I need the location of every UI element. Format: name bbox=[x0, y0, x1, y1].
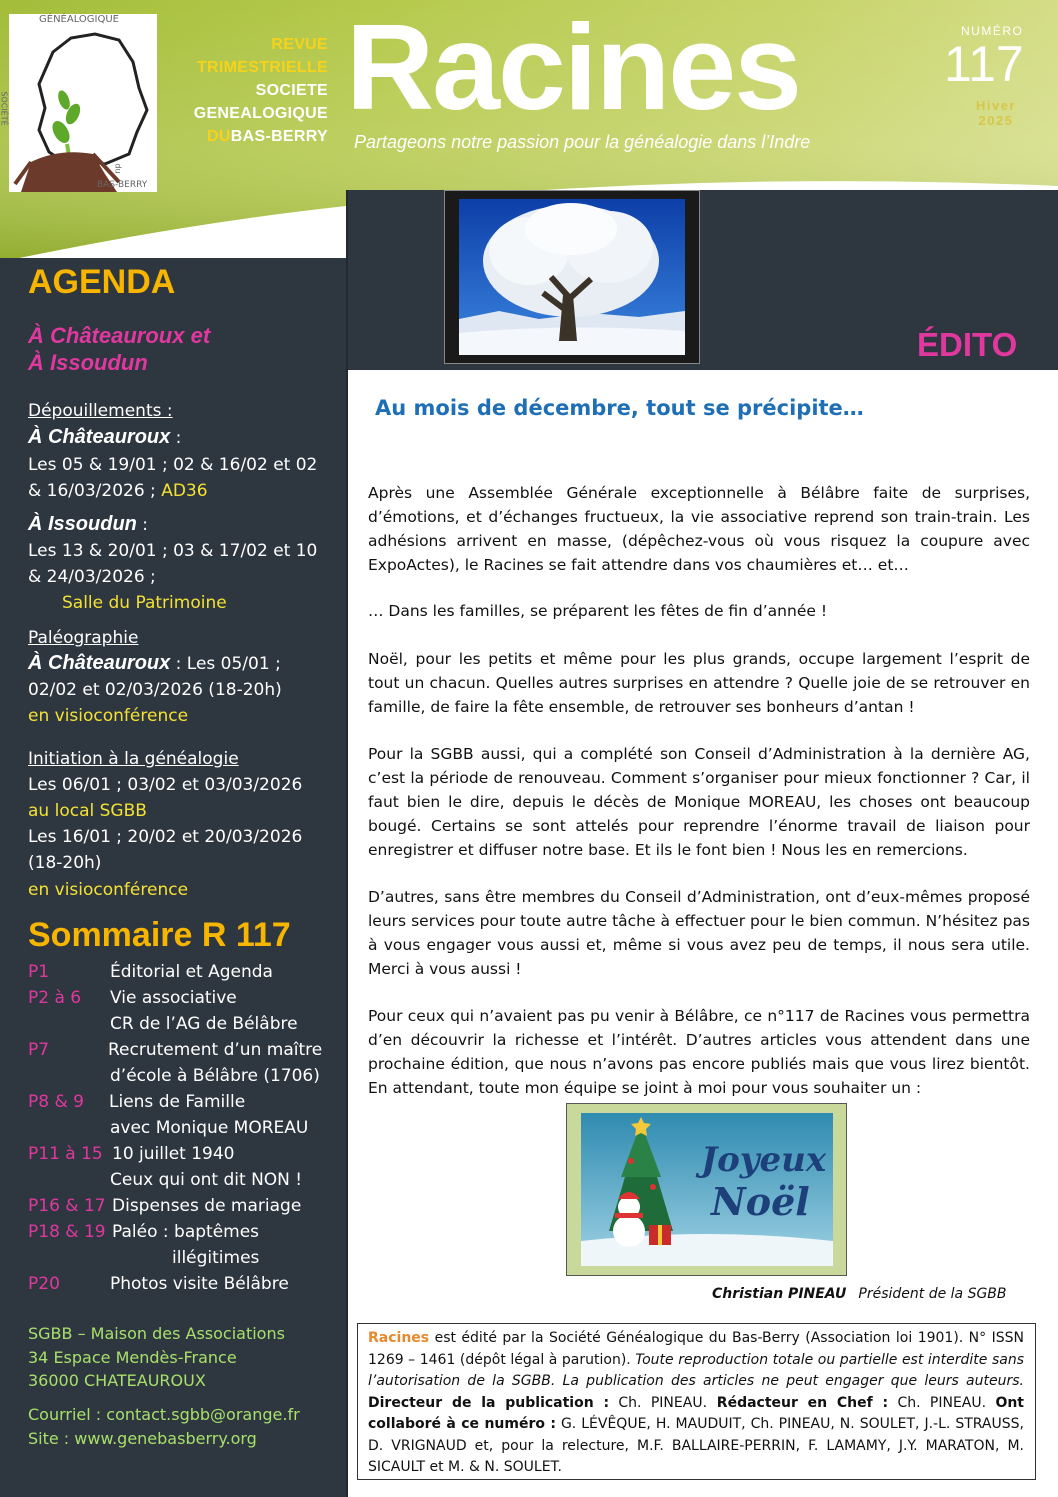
paleo-place bbox=[28, 703, 188, 729]
revue-line-1: REVUE bbox=[271, 36, 328, 53]
revue-prefix: DU bbox=[207, 128, 231, 145]
sommaire-item bbox=[28, 1193, 302, 1219]
logo-side-text: SOCIÉTÉ bbox=[0, 91, 9, 126]
sommaire-text: d’école à Bélâbre (1706) bbox=[110, 1066, 320, 1086]
issue-season bbox=[976, 98, 1016, 128]
sommaire-item bbox=[28, 1037, 323, 1063]
init-place-1 bbox=[28, 798, 147, 824]
agenda-sub-line2: À Issoudun bbox=[28, 350, 148, 375]
colophon-director-label: Directeur de la publication : bbox=[368, 1394, 610, 1411]
edito-paragraph-3: Noël, pour les petits et même pour les plus grands, occupe largement l’esprit de tout un chacun. Quelles autres surprises en attendre ? Quelle joie de se retrouver en famille, de faire la fête ensemble, de retrouver ses bonheurs d’antan ! bbox=[368, 650, 1030, 716]
dep-issoudun-heading bbox=[28, 511, 148, 538]
revue-line-2: TRIMESTRIELLE bbox=[196, 59, 328, 76]
paleo-line-2: 02/02 et 02/03/2026 (18-20h) bbox=[28, 680, 282, 700]
revue-block bbox=[194, 33, 328, 148]
sommaire-text: CR de l’AG de Bélâbre bbox=[110, 1014, 298, 1034]
sommaire-text: Recrutement d’un maître bbox=[108, 1040, 323, 1060]
colophon-collab-label: Ont collaboré à ce numéro : bbox=[368, 1394, 1024, 1432]
local-text: au local SGBB bbox=[28, 801, 147, 821]
sommaire-item bbox=[28, 959, 273, 985]
init-label bbox=[28, 746, 239, 772]
sommaire-text: Photos visite Bélâbre bbox=[110, 1274, 289, 1294]
colon: : bbox=[136, 515, 149, 535]
paleo-line-1 bbox=[28, 650, 281, 677]
year-text: 2025 bbox=[978, 113, 1014, 128]
sommaire-item bbox=[28, 1141, 235, 1167]
init-line-2: Les 16/01 ; 20/02 et 20/03/2026 bbox=[28, 827, 303, 847]
dep-issoudun-dates-1: Les 13 & 20/01 ; 03 & 17/02 et 10 bbox=[28, 541, 318, 561]
init-text: Initiation à la généalogie bbox=[28, 749, 239, 769]
edito-paragraph-2: … Dans les familles, se préparent les fêtes de fin d’année ! bbox=[368, 602, 828, 620]
sommaire-text: Ceux qui ont dit NON ! bbox=[110, 1170, 303, 1190]
tagline: Partageons notre passion pour la généalogie dans l’Indre bbox=[354, 132, 811, 152]
season-text: Hiver bbox=[976, 98, 1017, 113]
colophon-editor: Ch. PINEAU. bbox=[888, 1394, 987, 1411]
sommaire-text: Vie associative bbox=[110, 988, 237, 1008]
dep-issoudun-dates-2: & 24/03/2026 ; bbox=[28, 567, 156, 587]
joyeux-noel-card bbox=[566, 1103, 847, 1276]
sommaire-page: P16 & 17 bbox=[28, 1196, 106, 1216]
paleo-chateauroux-label: À Châteauroux bbox=[28, 652, 171, 674]
logo-bottom-text: BAS-BERRY bbox=[97, 180, 148, 190]
sommaire-page: P7 bbox=[28, 1040, 50, 1060]
edito-paragraph-4: Pour la SGBB aussi, qui a complété son Conseil d’Administration à la dernière AG, c’est la période de renouveau. Comment s’organiser pour mieux fonctionner ? Car, il faut bien le dire, depuis le décès de Monique MOREAU, les choses ont beaucoup bougé. Certains se sont attelés pour reprendre l’énorme travail de liaison pour enregistrer et diffuser notre base. Et ils le font bien ! Nous les en remercions. bbox=[368, 745, 1030, 859]
dates-text: & 16/03/2026 ; bbox=[28, 481, 162, 501]
depouillements-text: Dépouillements : bbox=[28, 401, 173, 421]
sommaire-text: avec Monique MOREAU bbox=[110, 1118, 309, 1138]
colophon-box bbox=[357, 1323, 1036, 1480]
colophon-director: Ch. PINEAU. bbox=[609, 1394, 708, 1411]
issue-number-label: NUMÉRO bbox=[961, 24, 1024, 38]
snowy-tree-image bbox=[459, 199, 685, 355]
place-salle-patrimoine bbox=[62, 590, 227, 616]
sommaire-page: P11 à 15 bbox=[28, 1144, 103, 1164]
sommaire-text: Liens de Famille bbox=[109, 1092, 246, 1112]
logo-map-icon bbox=[9, 14, 157, 192]
visio-text: en visioconférence bbox=[28, 880, 189, 900]
visio-text: en visioconférence bbox=[28, 706, 189, 726]
paleo-dates-1: : Les 05/01 ; bbox=[170, 654, 281, 674]
revue-line-3: SOCIETE bbox=[255, 82, 328, 99]
card-text-noel: Noël bbox=[711, 1179, 810, 1224]
sgbb-logo bbox=[0, 14, 157, 192]
depouillements-label bbox=[28, 398, 173, 424]
colophon-collab: G. LÉVÊQUE, H. MAUDUIT, Ch. PINEAU, N. SOULET, J.-L. STRAUSS, D. VRIGNAUD et, pour la relecture, M.F. BALLAIRE-PERRIN, F. LAMAMY, J.Y. MARATON, M. SICAULT et M. & N. SOULET. bbox=[368, 1416, 1024, 1475]
paleo-label bbox=[28, 625, 138, 651]
edito-paragraph-5: D’autres, sans être membres du Conseil d’Administration, ont d’eux-mêmes proposé leurs services pour toute autre tâche à effectuer pour le bien commun. N’hésitez pas à vous engager vous aussi et, même si vous avez peu de temps, il nous sera utile. Merci à vous aussi ! bbox=[368, 888, 1030, 978]
contact-line-3: 36000 CHATEAUROUX bbox=[28, 1371, 206, 1390]
contact-email[interactable]: Courriel : contact.sgbb@orange.fr bbox=[28, 1405, 300, 1424]
sommaire-item bbox=[28, 1271, 289, 1297]
christmas-tree-snowman-image bbox=[581, 1113, 833, 1266]
sommaire-item bbox=[28, 1219, 260, 1245]
dep-chateauroux-dates-1: Les 05 & 19/01 ; 02 & 16/02 et 02 bbox=[28, 455, 318, 475]
sommaire-item bbox=[28, 985, 237, 1011]
colon: : bbox=[170, 428, 182, 448]
logo-small-text: du bbox=[113, 163, 123, 174]
agenda-sub-line1: À Châteauroux et bbox=[28, 323, 211, 348]
sommaire-text: 10 juillet 1940 bbox=[112, 1144, 235, 1164]
edito-headline: Au mois de décembre, tout se précipite… bbox=[375, 396, 864, 420]
sommaire-item bbox=[28, 1089, 246, 1115]
agenda-title: AGENDA bbox=[28, 263, 176, 301]
winter-tree-photo bbox=[444, 190, 700, 364]
sommaire-text: Dispenses de mariage bbox=[112, 1196, 302, 1216]
edito-label: ÉDITO bbox=[917, 326, 1018, 363]
sommaire-page: P2 à 6 bbox=[28, 988, 82, 1008]
chateauroux-label: À Châteauroux bbox=[28, 426, 171, 448]
edito-paragraph-1: Après une Assemblée Générale exceptionnelle à Bélâbre faite de surprises, d’émotions, et d’échanges fructueux, la vie associative reprend son train-train. Les adhésions arrivent en masse, (dépêchez-vous où vous risquez la coupure avec ExpoActes), le Racines se fait attendre dans vos chaumières et… et… bbox=[368, 484, 1030, 574]
logo-top-text: GÉNÉALOGIQUE bbox=[39, 14, 119, 25]
init-line-1: Les 06/01 ; 03/02 et 03/03/2026 bbox=[28, 775, 303, 795]
sommaire-page: P18 & 19 bbox=[28, 1222, 106, 1242]
sommaire-text: illégitimes bbox=[172, 1248, 260, 1268]
revue-line-5 bbox=[194, 125, 328, 148]
colophon-editor-label: Rédacteur en Chef : bbox=[707, 1394, 889, 1411]
revue-line-4: GENEALOGIQUE bbox=[193, 105, 328, 122]
agenda-subtitle bbox=[28, 322, 210, 376]
sommaire-text: Paléo : baptêmes bbox=[112, 1222, 260, 1242]
sidebar-divider bbox=[346, 190, 348, 1497]
init-line-3: (18-20h) bbox=[28, 853, 102, 873]
masthead-title: Racines bbox=[346, 0, 800, 135]
contact-site[interactable]: Site : www.genebasberry.org bbox=[28, 1429, 257, 1448]
place-ad36: AD36 bbox=[161, 481, 208, 501]
sommaire-page: P1 bbox=[28, 962, 50, 982]
signature bbox=[712, 1286, 1007, 1302]
colophon-copyright: Toute reproduction totale ou partielle est interdite sans l’autorisation de la SGBB. La publication des articles ne peut engager que leurs auteurs. bbox=[368, 1351, 1024, 1389]
colophon-brand: Racines bbox=[368, 1330, 430, 1346]
sommaire-page: P8 & 9 bbox=[28, 1092, 84, 1112]
contact-line-2: 34 Espace Mendès-France bbox=[28, 1348, 237, 1367]
sommaire-title: Sommaire R 117 bbox=[28, 916, 291, 954]
card-text-joyeux: Joyeux bbox=[701, 1140, 827, 1180]
sommaire-page: P20 bbox=[28, 1274, 60, 1294]
colophon-text-1: est édité par la Société Généalogique du Bas-Berry (Association loi 1901). N° ISSN 1269 – 1461 (dépôt légal à parution). bbox=[368, 1330, 1024, 1368]
dep-chateauroux-dates-2 bbox=[28, 478, 208, 504]
init-place-2 bbox=[28, 877, 188, 903]
issue-number: 117 bbox=[944, 36, 1024, 92]
dep-chateauroux-heading bbox=[28, 424, 181, 451]
sommaire-text: Éditorial et Agenda bbox=[110, 962, 273, 982]
edito-paragraph-6: Pour ceux qui n’avaient pas pu venir à Bélâbre, ce n°117 de Racines vous permettra d’en découvrir la richesse et l’intérêt. D’autres articles vous attendent dans une prochaine édition, que nous n’avons pas encore publiés mais que vous lirez bientôt. En attendant, toute mon équipe se joint à moi pour vous souhaiter un : bbox=[368, 1007, 1030, 1097]
issoudun-label: À Issoudun bbox=[28, 513, 137, 535]
paleo-text: Paléographie bbox=[28, 628, 139, 648]
signature-name: Christian PINEAU bbox=[712, 1286, 847, 1302]
revue-rest: BAS-BERRY bbox=[230, 128, 328, 145]
signature-role: Président de la SGBB bbox=[858, 1286, 1007, 1302]
place-text: Salle du Patrimoine bbox=[62, 593, 227, 613]
contact-line-1: SGBB – Maison des Associations bbox=[28, 1324, 285, 1343]
